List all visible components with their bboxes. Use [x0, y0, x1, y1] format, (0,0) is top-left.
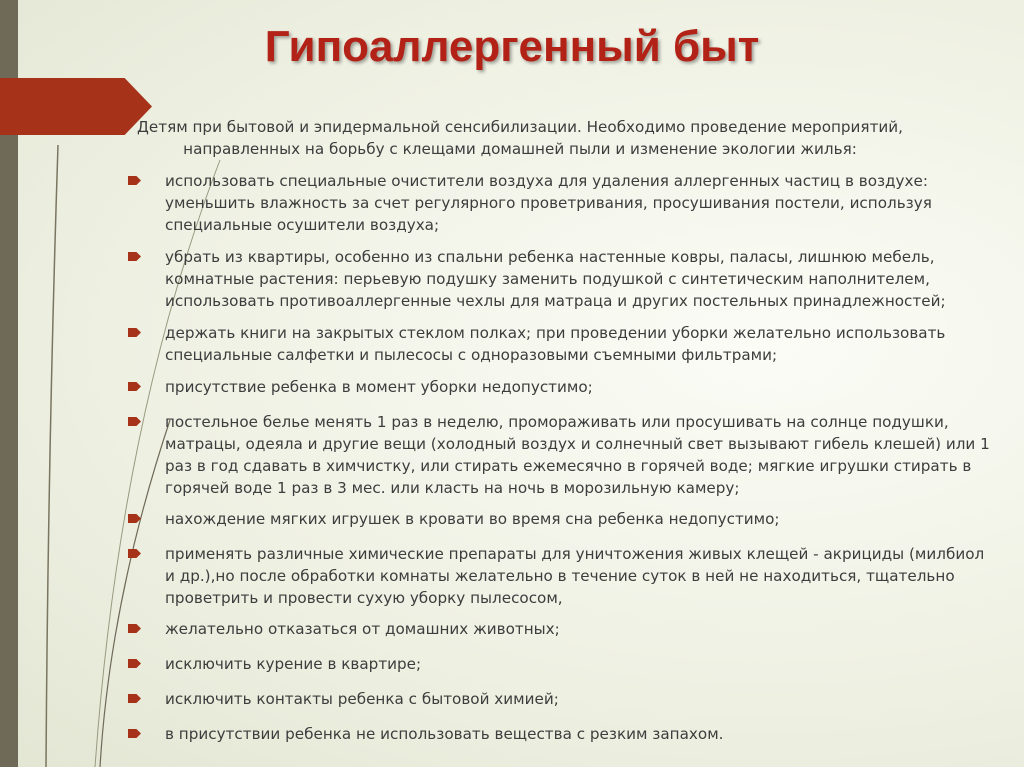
- list-item-text: использовать специальные очистители воздуха для удаления аллергенных частиц в воздухе: уменьшить влажность за счет регулярного проветривания, просушивания постели, используя специальные осушители воздуха;: [165, 172, 932, 234]
- arrow-bullet-icon: [128, 659, 141, 668]
- list-item: [128, 508, 998, 530]
- list-item: [128, 322, 998, 366]
- arrow-bullet-icon: [128, 382, 141, 391]
- list-item-text: применять различные химические препараты для уничтожения живых клещей - акрициды (милбиол и др.),но после обработки комнаты желательно в течение суток в ней не находиться, тщательно проветрить и провести сухую уборку пылесосом,: [165, 545, 985, 607]
- list-item-text: постельное белье менять 1 раз в неделю, промораживать или просушивать на солнце подушки, матрацы, одеяла и другие вещи (холодный воздух и солнечный свет вызывают гибель клешей) или 1 раз в год сдавать в химчистку, или стирать ежемесячно в горячей воде; мягкие игрушки стирать в горячей воде 1 раз в 3 мес. или класть на ночь в морозильную камеру;: [165, 413, 990, 497]
- arrow-bullet-icon: [128, 176, 141, 185]
- arrow-bullet-icon: [128, 729, 141, 738]
- arrow-bullet-icon: [128, 549, 141, 558]
- list-item-text: держать книги на закрытых стеклом полках; при проведении уборки желательно использовать специальные салфетки и пылесосы с одноразовыми съемными фильтрами;: [165, 324, 946, 364]
- list-item-text: убрать из квартиры, особенно из спальни ребенка настенные ковры, паласы, лишнюю мебель, комнатные растения: перьевую подушку заменить подушкой с синтетическим наполнителем, использовать противоаллергенные чехлы для матраца и других постельных принадлежностей;: [165, 248, 946, 310]
- list-item: [128, 543, 998, 609]
- list-item-text: присутствие ребенка в момент уборки недопустимо;: [165, 378, 593, 396]
- list-item-text: исключить контакты ребенка с бытовой химией;: [165, 690, 559, 708]
- slide-title: Гипоаллергенный быт: [264, 22, 760, 71]
- list-item: [128, 723, 998, 745]
- arrow-bullet-icon: [128, 514, 141, 523]
- intro-text: Детям при бытовой и эпидермальной сенсибилизации. Необходимо проведение мероприятий, направленных на борьбу с клещами домашней пыли и изменение экологии жилья:: [137, 118, 903, 158]
- arrow-bullet-icon: [128, 694, 141, 703]
- list-item-text: нахождение мягких игрушек в кровати во время сна ребенка недопустимо;: [165, 510, 780, 528]
- list-item: [128, 411, 998, 499]
- arrow-bullet-icon: [128, 328, 141, 337]
- list-item: [128, 170, 998, 236]
- list-item-text: желательно отказаться от домашних животных;: [165, 620, 560, 638]
- arrow-bullet-icon: [128, 624, 141, 633]
- list-item: [128, 688, 998, 710]
- list-item-text: исключить курение в квартире;: [165, 655, 422, 673]
- arrow-bullet-icon: [128, 417, 141, 426]
- list-item: [128, 246, 998, 312]
- arrow-bullet-icon: [128, 252, 141, 261]
- list-item-text: в присутствии ребенка не использовать вещества с резким запахом.: [165, 725, 724, 743]
- list-item: [128, 376, 998, 398]
- list-item: [128, 618, 998, 640]
- list-item: [128, 653, 998, 675]
